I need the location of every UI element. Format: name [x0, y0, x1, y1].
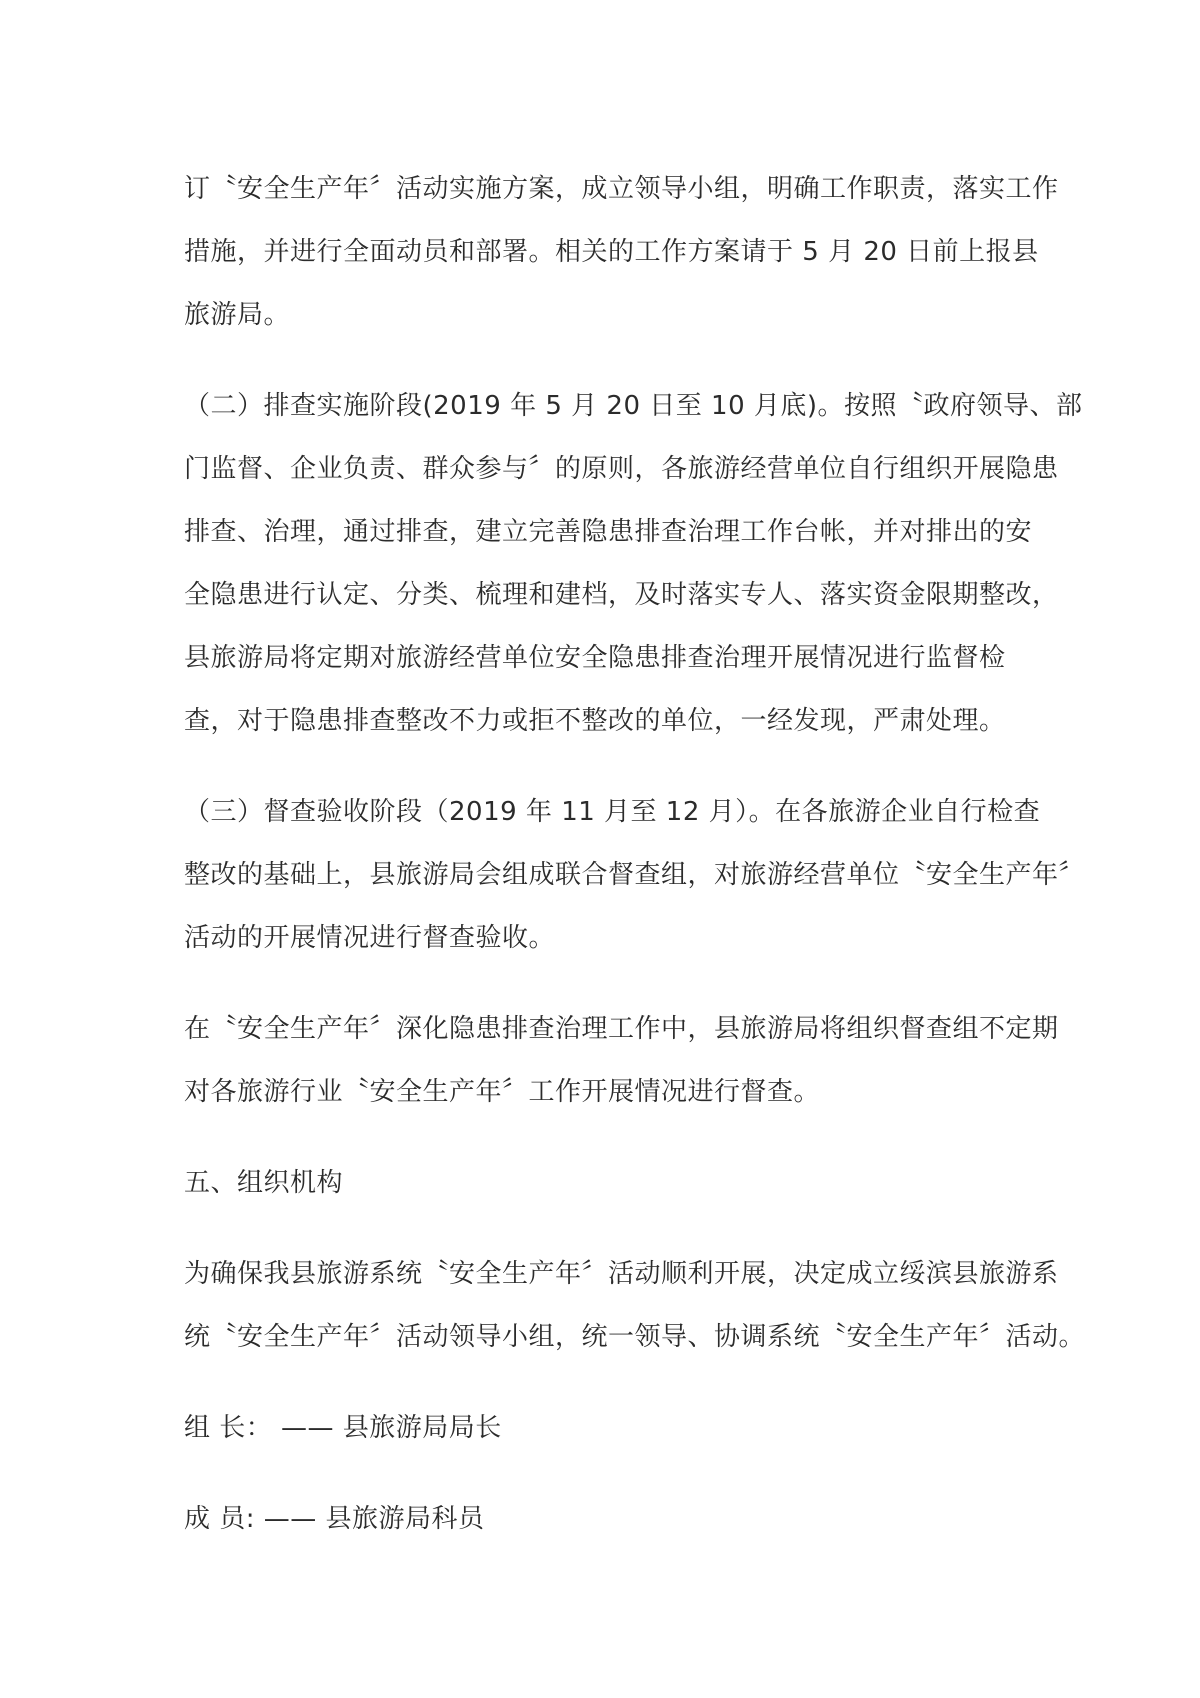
text-line: 组 长： —— 县旅游局局长	[184, 1413, 502, 1443]
text-line: （二）排查实施阶段(2019 年 5 月 20 日至 10 月底)。按照〝政府领导、部	[184, 391, 1083, 421]
paragraph-inspection-stage	[184, 375, 1083, 753]
document-body	[184, 158, 1086, 1551]
text-line: （三）督查验收阶段（2019 年 11 月至 12 月）。在各旅游企业自行检查	[184, 797, 1041, 827]
text-line: 为确保我县旅游系统〝安全生产年〞活动顺利开展，决定成立绥滨县旅游系	[184, 1259, 1059, 1289]
paragraph-acceptance-stage	[184, 781, 1086, 970]
text-line: 在〝安全生产年〞深化隐患排查治理工作中，县旅游局将组织督查组不定期	[184, 1014, 1059, 1044]
text-line: 措施，并进行全面动员和部署。相关的工作方案请于 5 月 20 日前上报县	[184, 237, 1039, 267]
text-line: 查，对于隐患排查整改不力或拒不整改的单位，一经发现，严肃处理。	[184, 706, 1006, 736]
text-line: 五、组织机构	[184, 1168, 344, 1198]
section-heading-organization	[184, 1152, 1024, 1215]
paragraph-plan-submission	[184, 158, 1059, 347]
group-leader-line	[184, 1397, 1024, 1460]
group-member-line	[184, 1488, 1024, 1551]
text-line: 整改的基础上，县旅游局会组成联合督查组，对旅游经营单位〝安全生产年〞	[184, 860, 1086, 890]
text-line: 订〝安全生产年〞活动实施方案，成立领导小组，明确工作职责，落实工作	[184, 174, 1059, 204]
text-line: 门监督、企业负责、群众参与〞的原则，各旅游经营单位自行组织开展隐患	[184, 454, 1059, 484]
text-line: 旅游局。	[184, 300, 291, 330]
text-line: 对各旅游行业〝安全生产年〞工作开展情况进行督查。	[184, 1077, 821, 1107]
text-line: 活动的开展情况进行督查验收。	[184, 923, 556, 953]
text-line: 统〝安全生产年〞活动领导小组，统一领导、协调系统〝安全生产年〞活动。	[184, 1322, 1086, 1352]
paragraph-leading-group	[184, 1243, 1086, 1369]
paragraph-supervision	[184, 998, 1059, 1124]
text-line: 成 员: —— 县旅游局科员	[184, 1504, 485, 1534]
text-line: 全隐患进行认定、分类、梳理和建档，及时落实专人、落实资金限期整改，	[184, 580, 1059, 610]
text-line: 县旅游局将定期对旅游经营单位安全隐患排查治理开展情况进行监督检	[184, 643, 1006, 673]
text-line: 排查、治理，通过排查，建立完善隐患排查治理工作台帐，并对排出的安	[184, 517, 1033, 547]
